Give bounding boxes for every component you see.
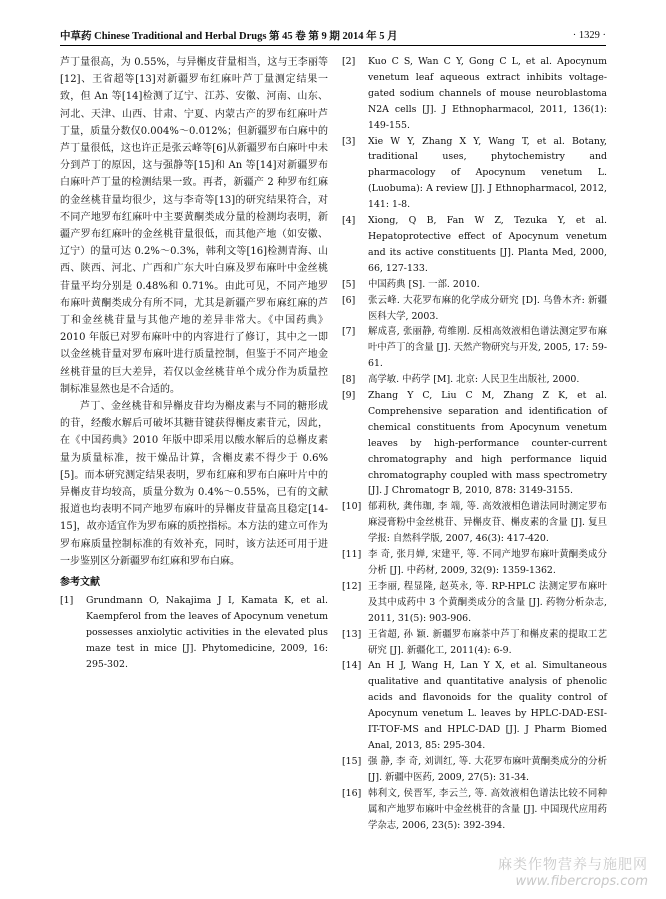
reference-item [342,388,607,499]
reference-number: [6] [342,294,356,306]
reference-text: 中国药典 [S]. 一部. 2010. [368,278,480,290]
reference-item [342,786,607,834]
reference-number: [3] [342,135,356,147]
reference-text: 郁莉秋, 龚伟珈, 李 端, 等. 高效液相色谱法同时测定罗布麻浸膏粉中金丝桃苷、异槲皮苷、槲皮素的含量 [J]. 复旦学报: 自然科学版, 2007, 46(3): 417-420. [368,501,607,545]
reference-item [342,658,607,753]
reference-item [342,277,607,293]
reference-number: [11] [342,549,362,561]
reference-text: Xiong, Q B, Fan W Z, Tezuka Y, et al. Hepatoprotective effect of Apocynum venetum and its active constituents [J]. Planta Med, 2000, 66, 127-133. [368,215,607,274]
page-header [60,26,606,44]
reference-text: Xie W Y, Zhang X Y, Wang T, et al. Botany, traditional uses, phytochemistry and pharmacology of Apocynum venetum L. (Luobuma): A review [J]. J Ethnopharmacol, 2012, 141: 1-8. [368,135,607,211]
reference-number: [1] [60,595,74,607]
reference-text: 王李丽, 程显隆, 赵英永, 等. RP-HPLC 法测定罗布麻叶及其中成药中 3 个黄酮类成分的含量 [J]. 药物分析杂志, 2011, 31(5): 903-906. [368,580,607,624]
watermark [498,854,648,889]
reference-item [342,579,607,627]
reference-text: 李 奇, 张月婵, 宋建平, 等. 不同产地罗布麻叶黄酮类成分分析 [J]. 中药材, 2009, 32(9): 1359-1362. [368,549,607,576]
reference-number: [9] [342,390,356,402]
reference-number: [5] [342,278,356,290]
reference-number: [8] [342,374,356,386]
reference-text: 强 静, 李 奇, 刘训红, 等. 大花罗布麻叶黄酮类成分的分析 [J]. 新疆中医药, 2009, 27(5): 31-34. [368,755,607,783]
watermark-site-name: 麻类作物营养与施肥网 [498,857,648,873]
reference-number: [15] [342,755,362,767]
reference-item [342,134,607,214]
reference-text: 韩利文, 侯晋军, 李云兰, 等. 高效液相色谱法比较不同种属和产地罗布麻叶中金丝桃苷的含量 [J]. 中国现代应用药学杂志, 2006, 23(5): 392-394. [368,787,607,831]
reference-number: [14] [342,660,362,672]
reference-number: [12] [342,580,362,592]
header-rule [60,45,606,46]
reference-number: [10] [342,501,362,513]
reference-item [342,754,607,786]
page-number: · 1329 · [572,29,606,41]
references-heading: 参考文献 [60,577,100,589]
body-paragraph-2: 芦丁、金丝桃苷和异槲皮苷均为槲皮素与不同的糖形成的苷，经酸水解后可破坏其糖苷键获得槲皮素苷元，因此，在《中国药典》2010 年版中即采用以酸水解后的总槲皮素量为质量标准，按干燥品计算，含槲皮素不得少于 0.6%[5]。而本研究测定结果表明，罗布红麻和罗布白麻叶片中的异槲皮苷均较高，质量分数为 0.4%～0.55%，已有的文献报道也均表明不同产地罗布麻叶的异槲皮苷量高且稳定[14-15]，故亦适宜作为罗布麻的质控指标。本方法的建立可作为罗布麻质量控制标准的有效补充，同时，该方法还可用于进一步鉴别区分新疆罗布红麻和罗布白麻。 [60,401,328,567]
reference-text: 解成喜, 张丽静, 苟维刚. 反相高效液相色谱法测定罗布麻叶中芦丁的含量 [J]. 天然产物研究与开发, 2005, 17: 59-61. [368,326,607,370]
reference-item [342,627,607,659]
body-paragraph-1: 芦丁量很高，为 0.55%，与异槲皮苷量相当，这与王李丽等[12]、王省超等[13]对新疆罗布红麻叶芦丁量测定结果一致，但 An 等[14]检测了辽宁、江苏、安徽、河南、山东、河北、天津、山西、甘肃、宁夏、内蒙古产的罗布红麻叶芦丁量，质量分数仅0.004%～0.012%；但新疆罗布白麻中的芦丁量很低，这也许正是张云峰等[6]从新疆罗布白麻叶中未分到芦丁的原因，这与强静等[15]和 An 等[14]对新疆罗布白麻叶芦丁量的检测结果一致。再者，新疆产 2 种罗布红麻的金丝桃苷量均很少，这与李奇等[13]的研究结果符合，对不同产地罗布红麻叶中主要黄酮类成分量的检测均表明，新疆产罗布红麻叶的金丝桃苷量很低，而其他产地（如安徽、辽宁）的量可达 0.2%～0.3%，韩利文等[16]检测青海、山西、陕西、河北、广西和广东大叶白麻及罗布麻叶中金丝桃苷量平均分别是 0.48%和 0.71%。由此可见，不同产地罗布麻叶黄酮类成分有所不同，尤其是新疆产罗布麻红麻的芦丁和金丝桃苷量与其他产地的差异非常大。《中国药典》2010 年版已对罗布麻叶中的内容进行了修订，其中之一即以金丝桃苷量对罗布麻叶进行质量控制，但鉴于不同产地金丝桃苷量的巨大差异，若仅以金丝桃苷单个成分作为质量控制标准显然也是不合适的。 [60,57,328,395]
reference-text: 高学敏. 中药学 [M]. 北京: 人民卫生出版社, 2000. [368,374,580,386]
reference-number: [7] [342,326,356,338]
reference-item [342,547,607,579]
reference-item [342,54,607,134]
reference-item [342,293,607,325]
reference-item [342,499,607,547]
reference-text: Grundmann O, Nakajima J I, Kamata K, et al. Kaempferol from the leaves of Apocynum venetum possesses anxiolytic activities in the elevated plus maze test in mice [J]. Phytomedicine, 2009, 16: 295-302. [86,595,328,670]
right-column [342,54,607,833]
reference-item [342,324,607,372]
reference-item [342,372,607,388]
reference-text: 张云峰. 大花罗布麻的化学成分研究 [D]. 乌鲁木齐: 新疆医科大学, 2003. [368,294,607,322]
reference-text: Kuo C S, Wan C Y, Gong C L, et al. Apocynum venetum leaf aqueous extract inhibits voltage-gated sodium channels of mouse neuroblastoma N2A cells [J]. J Ethnopharmacol, 2011, 136(1): 149-155. [368,56,607,131]
reference-number: [13] [342,628,362,640]
left-column [60,54,328,673]
journal-header: 中草药 Chinese Traditional and Herbal Drugs 第 45 卷 第 9 期 2014 年 5 月 [60,30,398,42]
reference-text: An H J, Wang H, Lan Y X, et al. Simultaneous qualitative and quantitative analysis of phenolic acids and flavonoids for the quality control of Apocynum venetum L. leaves by HPLC-DAD-ESI-IT-TOF-MS and HPLC-DAD [J]. J Pharm Biomed Anal, 2013, 85: 295-304. [368,660,607,751]
reference-text: 王省超, 孙 颖. 新疆罗布麻茶中芦丁和槲皮素的提取工艺研究 [J]. 新疆化工, 2011(4): 6-9. [368,628,607,656]
reference-item [60,593,328,673]
reference-item [342,213,607,277]
reference-text: Zhang Y C, Liu C M, Zhang Z K, et al. Comprehensive separation and identification of chemical constituents from Apocynum venetum leaves by high-performance counter-current chromatography and high performance liquid chromatography coupled with mass spectrometry [J]. J Chromatogr B, 2010, 878: 3149-3155. [368,390,607,497]
reference-number: [4] [342,215,356,227]
watermark-url: www.fibercrops.com [515,874,648,889]
reference-number: [2] [342,56,356,67]
reference-number: [16] [342,787,362,799]
